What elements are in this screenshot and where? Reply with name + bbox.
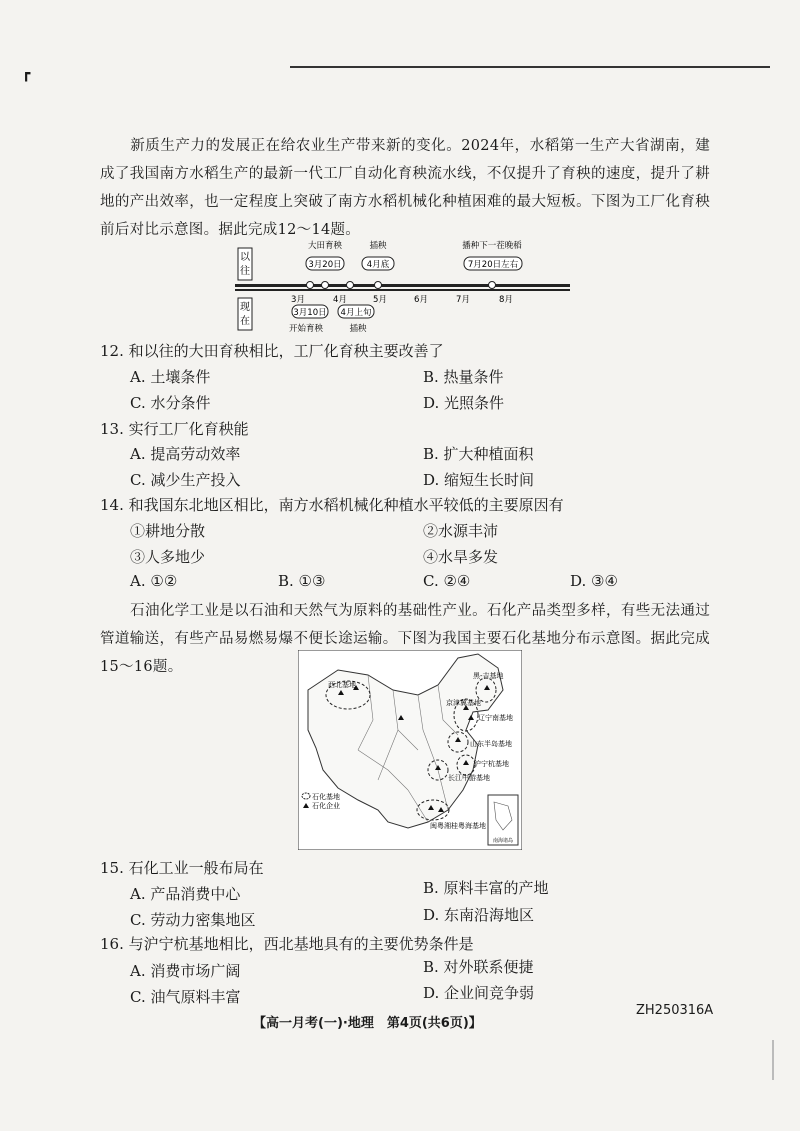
past-label-1: 以: [240, 252, 250, 263]
map-label-minyue: 闽粤湘桂粤海基地: [430, 822, 486, 830]
month-label: 8月: [499, 295, 513, 305]
now-marker-2: [347, 282, 354, 289]
timeline-bar-past: [235, 284, 570, 287]
q16-option-b[interactable]: B. 对外联系便捷: [423, 958, 534, 976]
q13-option-d[interactable]: D. 缩短生长时间: [423, 471, 535, 489]
q12-option-b[interactable]: B. 热量条件: [423, 368, 504, 386]
petrochemical-map: [298, 650, 522, 850]
q14-statement-4: ④水旱多发: [423, 548, 499, 566]
timeline-diagram: [230, 238, 575, 340]
now-label-2: 在: [240, 316, 250, 327]
past-marker-3: [489, 282, 496, 289]
q14-option-a[interactable]: A. ①②: [130, 572, 178, 590]
map-label-heiji: 黑-吉基地: [473, 672, 504, 680]
intro-paragraph-1: 新质生产力的发展正在给农业生产带来新的变化。2024年，水稻第一生产大省湖南，建成了我国南方水稻生产的最新一代工厂自动化育秧流水线，不仅提升了育秧的速度，提升了耕地的产出效率，也一定程度上突破了南方水稻机械化种植困难的最大短板。下图为工厂化育秧前后对比示意图。据此完成12～14题。: [100, 138, 710, 238]
past-event-1-date: 3月20日: [308, 260, 342, 270]
month-label: 5月: [373, 295, 387, 305]
q14-option-d[interactable]: D. ③④: [570, 572, 618, 590]
now-event-1-title: 开始育秧: [288, 324, 324, 334]
q12-option-d[interactable]: D. 光照条件: [423, 394, 505, 412]
edge-mark: [772, 1040, 774, 1080]
month-label: 6月: [414, 295, 428, 305]
month-label: 7月: [456, 295, 470, 305]
q15-option-b[interactable]: B. 原料丰富的产地: [423, 879, 549, 897]
map-label-liaoning: 辽宁南基地: [478, 714, 513, 722]
intro-paragraph-2: 石油化学工业是以石油和天然气为原料的基础性产业。石化产品类型多样，有些无法通过管道输送，有些产品易燃易爆不便长途运输。下图为我国主要石化基地分布示意图。据此完成15～16题。: [100, 603, 710, 675]
q13-option-b[interactable]: B. 扩大种植面积: [423, 445, 534, 463]
timeline-bar-now: [235, 289, 570, 291]
map-label-shandong: 山东半岛基地: [470, 740, 512, 748]
past-label-2: 往: [240, 266, 250, 277]
q13-option-c[interactable]: C. 减少生产投入: [130, 471, 241, 489]
now-label-1: 现: [240, 302, 250, 313]
exam-code: ZH250316A: [636, 1003, 714, 1018]
inset-label: 南海诸岛: [492, 838, 514, 844]
q16-option-a[interactable]: A. 消费市场广阔: [130, 962, 241, 980]
q14-option-b[interactable]: B. ①③: [278, 572, 326, 590]
q15-option-d[interactable]: D. 东南沿海地区: [423, 906, 535, 924]
q13-stem: 13. 实行工厂化育秧能: [100, 420, 249, 438]
q12-option-a[interactable]: A. 土壤条件: [130, 368, 211, 386]
now-marker-1: [307, 282, 314, 289]
q14-statement-1: ①耕地分散: [130, 522, 206, 540]
month-label: 3月: [291, 295, 305, 305]
past-event-2-title: 插秧: [369, 241, 387, 251]
header-rule: [290, 66, 770, 68]
past-event-3-title: 播种下一茬晚稻: [462, 241, 522, 251]
q12-option-c[interactable]: C. 水分条件: [130, 394, 211, 412]
past-event-2-date: 4月底: [366, 260, 390, 270]
past-marker-2: [375, 282, 382, 289]
map-label-huningzhang: 沪宁杭基地: [474, 760, 509, 768]
q14-option-c[interactable]: C. ②④: [423, 572, 471, 590]
month-label: 4月: [333, 295, 347, 305]
corner-mark: ┏: [22, 66, 31, 82]
q14-statement-3: ③人多地少: [130, 548, 206, 566]
now-event-1-date: 3月10日: [293, 308, 327, 318]
past-event-1-title: 大田育秧: [307, 241, 343, 251]
now-event-2-title: 插秧: [349, 324, 367, 334]
q15-option-c[interactable]: C. 劳动力密集地区: [130, 911, 256, 929]
now-event-2-date: 4月上旬: [340, 308, 372, 318]
q13-option-a[interactable]: A. 提高劳动效率: [130, 445, 241, 463]
legend-enterprise: 石化企业: [312, 802, 340, 810]
q16-option-d[interactable]: D. 企业间竞争弱: [423, 984, 535, 1002]
q16-option-c[interactable]: C. 油气原料丰富: [130, 988, 241, 1006]
map-label-changjiang: 长江中游基地: [448, 774, 490, 782]
page-footer: 【高一月考(一)·地理 第4页(共6页)】: [253, 1016, 482, 1031]
q14-statement-2: ②水源丰沛: [423, 522, 499, 540]
q12-stem: 12. 和以往的大田育秧相比，工厂化育秧主要改善了: [100, 342, 444, 360]
legend-base: 石化基地: [312, 793, 340, 801]
q15-stem: 15. 石化工业一般布局在: [100, 859, 264, 877]
past-event-3-date: 7月20日左右: [467, 260, 519, 270]
map-label-jingjinji: 京津冀基地: [446, 699, 481, 707]
q15-option-a[interactable]: A. 产品消费中心: [130, 885, 241, 903]
q14-stem: 14. 和我国东北地区相比，南方水稻机械化种植水平较低的主要原因有: [100, 496, 564, 514]
q16-stem: 16. 与沪宁杭基地相比，西北基地具有的主要优势条件是: [100, 935, 474, 953]
map-label-xibei: 西北基地: [328, 681, 356, 689]
past-marker-1: [322, 282, 329, 289]
